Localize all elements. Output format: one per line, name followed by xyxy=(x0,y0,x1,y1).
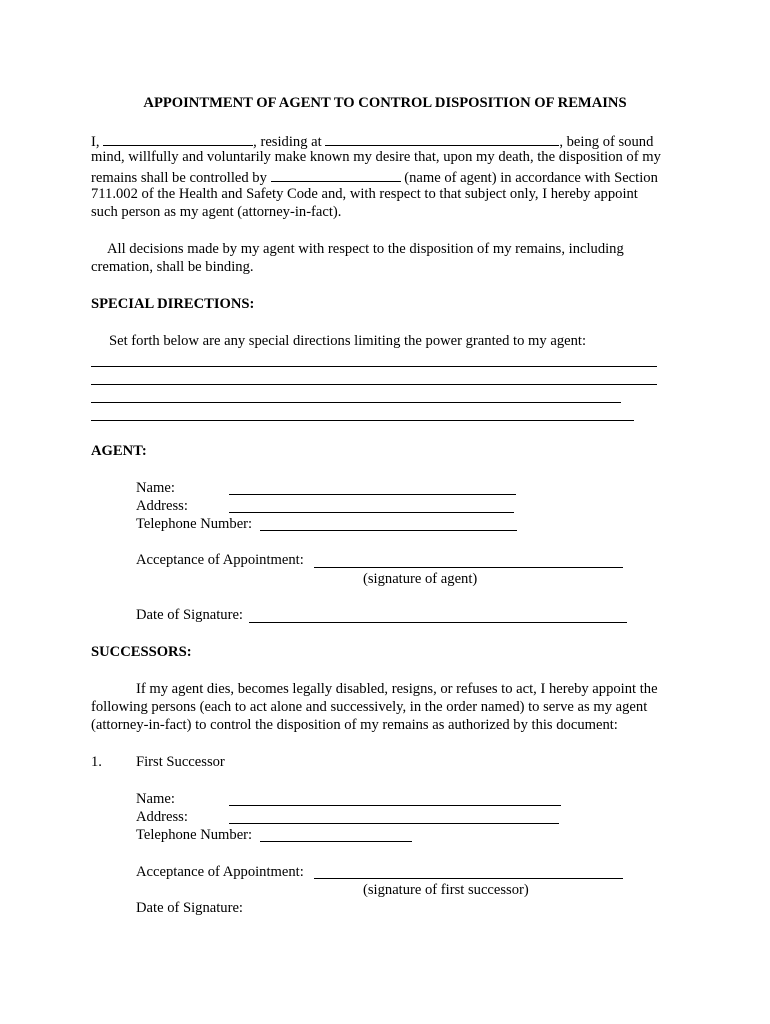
agent-signature-caption: (signature of agent) xyxy=(363,571,478,587)
decisions-line-2: cremation, shall be binding. xyxy=(91,259,254,275)
first-successor-name-label: Name: xyxy=(136,791,175,807)
first-successor-signature-field[interactable] xyxy=(314,878,623,879)
document-title: APPOINTMENT OF AGENT TO CONTROL DISPOSITION OF REMAINS xyxy=(143,95,627,111)
agent-address-field[interactable] xyxy=(229,512,514,513)
first-successor-signature-caption: (signature of first successor) xyxy=(363,882,529,898)
agent-phone-label: Telephone Number: xyxy=(136,516,253,532)
agent-acceptance-label: Acceptance of Appointment: xyxy=(136,552,304,568)
agent-signature-field[interactable] xyxy=(314,567,623,568)
agent-address-label: Address: xyxy=(136,498,188,514)
special-directions-line-4[interactable] xyxy=(91,420,634,421)
successors-line-1: If my agent dies, becomes legally disabled, resigns, or refuses to act, I hereby appoint the xyxy=(136,681,658,697)
successors-heading: SUCCESSORS: xyxy=(91,644,192,660)
special-directions-text: Set forth below are any special directions limiting the power granted to my agent: xyxy=(109,333,586,349)
intro-text-controlled: remains shall be controlled by xyxy=(91,170,267,186)
agent-heading: AGENT: xyxy=(91,443,147,459)
first-successor-heading: First Successor xyxy=(136,754,225,770)
intro-text-section: (name of agent) in accordance with Section xyxy=(404,170,658,186)
first-successor-name-field[interactable] xyxy=(229,805,561,806)
successors-line-3: (attorney-in-fact) to control the disposition of my remains as authorized by this document: xyxy=(91,717,618,733)
intro-text-i: I, xyxy=(91,134,100,150)
agent-date-label: Date of Signature: xyxy=(136,607,243,623)
first-successor-acceptance-label: Acceptance of Appointment: xyxy=(136,864,304,880)
special-directions-heading: SPECIAL DIRECTIONS: xyxy=(91,296,255,312)
intro-line-1 xyxy=(91,131,653,151)
intro-text-sound: , being of sound xyxy=(559,134,654,150)
intro-line-3 xyxy=(91,167,658,187)
special-directions-line-2[interactable] xyxy=(91,384,657,385)
special-directions-line-1[interactable] xyxy=(91,366,657,367)
successors-line-2: following persons (each to act alone and successively, in the order named) to serve as my agent xyxy=(91,699,648,715)
special-directions-line-3[interactable] xyxy=(91,402,621,403)
intro-line-4: 711.002 of the Health and Safety Code and, with respect to that subject only, I hereby appoint xyxy=(91,186,638,202)
first-successor-number: 1. xyxy=(91,754,102,770)
first-successor-address-field[interactable] xyxy=(229,823,559,824)
agent-date-field[interactable] xyxy=(249,622,627,623)
first-successor-date-label: Date of Signature: xyxy=(136,900,243,916)
declarant-address-field[interactable] xyxy=(325,131,559,146)
first-successor-address-label: Address: xyxy=(136,809,188,825)
intro-text-residing: , residing at xyxy=(253,134,322,150)
intro-line-2: mind, willfully and voluntarily make known my desire that, upon my death, the disposition of my xyxy=(91,149,661,165)
agent-name-inline-field[interactable] xyxy=(271,167,401,182)
agent-name-label: Name: xyxy=(136,480,175,496)
declarant-name-field[interactable] xyxy=(103,131,253,146)
agent-name-field[interactable] xyxy=(229,494,516,495)
agent-phone-field[interactable] xyxy=(260,530,517,531)
decisions-line-1: All decisions made by my agent with respect to the disposition of my remains, including xyxy=(107,241,624,257)
first-successor-phone-label: Telephone Number: xyxy=(136,827,253,843)
intro-line-5: such person as my agent (attorney-in-fact). xyxy=(91,204,342,220)
first-successor-phone-field[interactable] xyxy=(260,841,412,842)
